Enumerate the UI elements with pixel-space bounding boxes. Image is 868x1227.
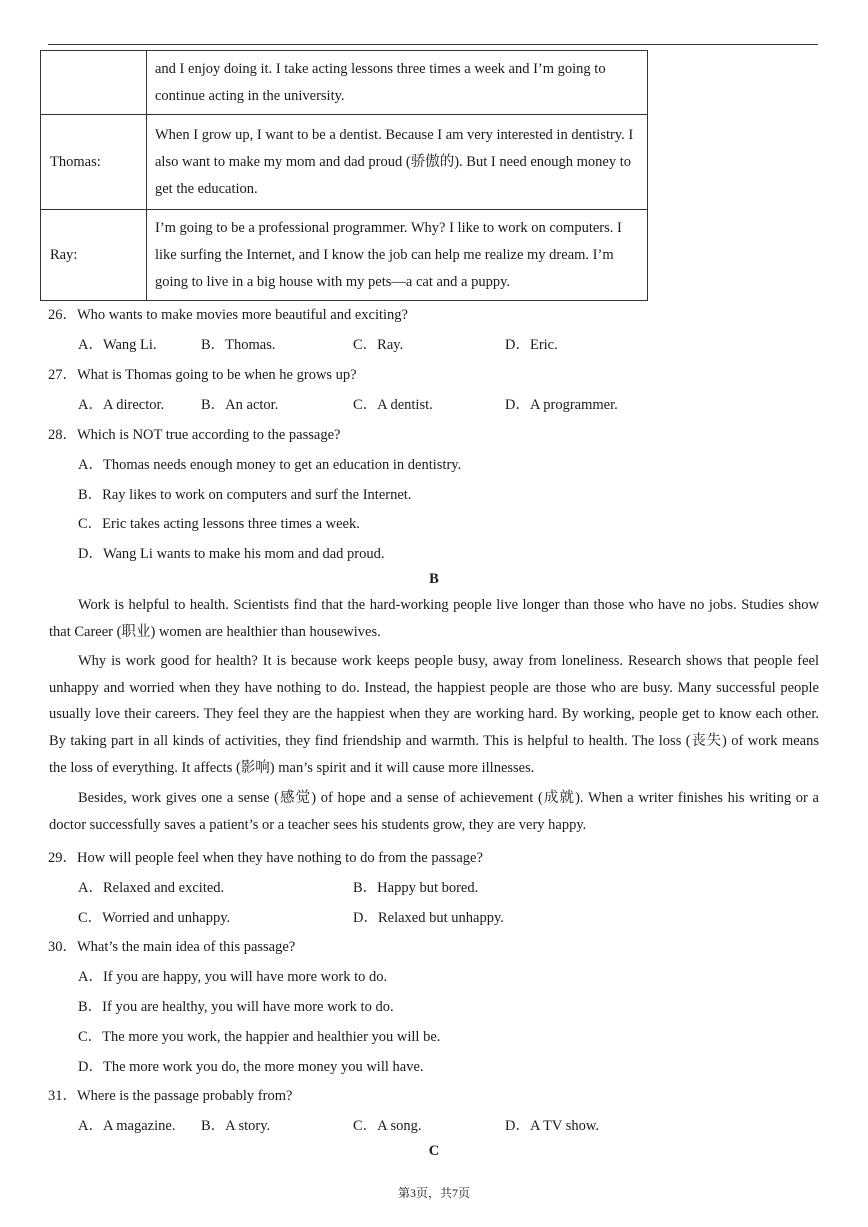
- option-29-b[interactable]: B．Happy but bored.: [353, 880, 479, 896]
- table-row: [41, 51, 648, 115]
- option-30-c[interactable]: C．The more you work, the happier and healthier you will be.: [78, 1029, 441, 1045]
- option-29-d[interactable]: D．Relaxed but unhappy.: [353, 910, 504, 926]
- option-30-b[interactable]: B．If you are healthy, you will have more work to do.: [78, 999, 394, 1015]
- option-31-b[interactable]: B．A story.: [201, 1118, 271, 1134]
- option-31-a[interactable]: A．A magazine.: [78, 1118, 176, 1134]
- option-31-d[interactable]: D．A TV show.: [505, 1118, 599, 1134]
- option-28-d[interactable]: D．Wang Li wants to make his mom and dad proud.: [78, 546, 385, 562]
- table-name-cell: Ray:: [41, 210, 147, 301]
- section-heading-c: C: [428, 1143, 440, 1159]
- question-30: 30．What’s the main idea of this passage?: [48, 939, 296, 955]
- option-28-a[interactable]: A．Thomas needs enough money to get an education in dentistry.: [78, 457, 462, 473]
- option-26-c[interactable]: C．Ray.: [353, 337, 404, 353]
- table-text-cell: and I enjoy doing it. I take acting lessons three times a week and I’m going to continue acting in the university.: [147, 51, 648, 115]
- question-31: 31．Where is the passage probably from?: [48, 1088, 293, 1104]
- table-name-cell: [41, 51, 147, 115]
- table-text-cell: When I grow up, I want to be a dentist. Because I am very interested in dentistry. I also want to make my mom and dad proud (骄傲的). But I need enough money to get the education.: [147, 115, 648, 210]
- profiles-table: [40, 50, 648, 301]
- option-30-d[interactable]: D．The more work you do, the more money you will have.: [78, 1059, 424, 1075]
- header-rule: [48, 44, 818, 45]
- option-28-c[interactable]: C．Eric takes acting lessons three times a week.: [78, 516, 360, 532]
- table-row: [41, 115, 648, 210]
- passage-paragraph-3: Besides, work gives one a sense (感觉) of hope and a sense of achievement (成就). When a writer finishes his writing or a doctor successfully saves a patient’s or a teacher sees his students grow, they are very happy.: [49, 790, 819, 833]
- option-27-a[interactable]: A．A director.: [78, 397, 165, 413]
- option-29-c[interactable]: C．Worried and unhappy.: [78, 910, 231, 926]
- question-28: 28．Which is NOT true according to the passage?: [48, 427, 341, 443]
- option-31-c[interactable]: C．A song.: [353, 1118, 422, 1134]
- question-29: 29．How will people feel when they have nothing to do from the passage?: [48, 850, 483, 866]
- passage-paragraph-2: Why is work good for health? It is because work keeps people busy, away from loneliness. Research shows that people feel unhappy and worried when they have nothing to do. Instead, the happiest people are those who are busy. Many successful people usually love their careers. They feel they are the happiest when they are working hard. By working, people get to know each other. By taking part in all kinds of activities, they find friendship and warmth. This is helpful to health. The loss (丧失) of work means the loss of everything. It affects (影响) man’s spirit and it will cause more illnesses.: [49, 653, 819, 776]
- question-27: 27．What is Thomas going to be when he grows up?: [48, 367, 357, 383]
- option-26-d[interactable]: D．Eric.: [505, 337, 558, 353]
- option-27-d[interactable]: D．A programmer.: [505, 397, 618, 413]
- table-name-cell: Thomas:: [41, 115, 147, 210]
- option-29-a[interactable]: A．Relaxed and excited.: [78, 880, 225, 896]
- table-row: [41, 210, 648, 301]
- table-text-cell: I’m going to be a professional programmer. Why? I like to work on computers. I like surfing the Internet, and I know the job can help me realize my dream. I’m going to live in a big house with my pets—a cat and a puppy.: [147, 210, 648, 301]
- passage-paragraph-1: Work is helpful to health. Scientists find that the hard-working people live longer than those who have no jobs. Studies show that Career (职业) women are healthier than housewives.: [49, 597, 819, 640]
- option-30-a[interactable]: A．If you are happy, you will have more work to do.: [78, 969, 388, 985]
- page-number-footer: 第3页，共7页: [397, 1186, 470, 1200]
- question-26: 26．Who wants to make movies more beautiful and exciting?: [48, 307, 408, 323]
- option-26-a[interactable]: A．Wang Li.: [78, 337, 157, 353]
- option-27-c[interactable]: C．A dentist.: [353, 397, 433, 413]
- option-27-b[interactable]: B．An actor.: [201, 397, 279, 413]
- section-heading-b: B: [429, 571, 439, 587]
- option-28-b[interactable]: B．Ray likes to work on computers and surf the Internet.: [78, 487, 412, 503]
- option-26-b[interactable]: B．Thomas.: [201, 337, 276, 353]
